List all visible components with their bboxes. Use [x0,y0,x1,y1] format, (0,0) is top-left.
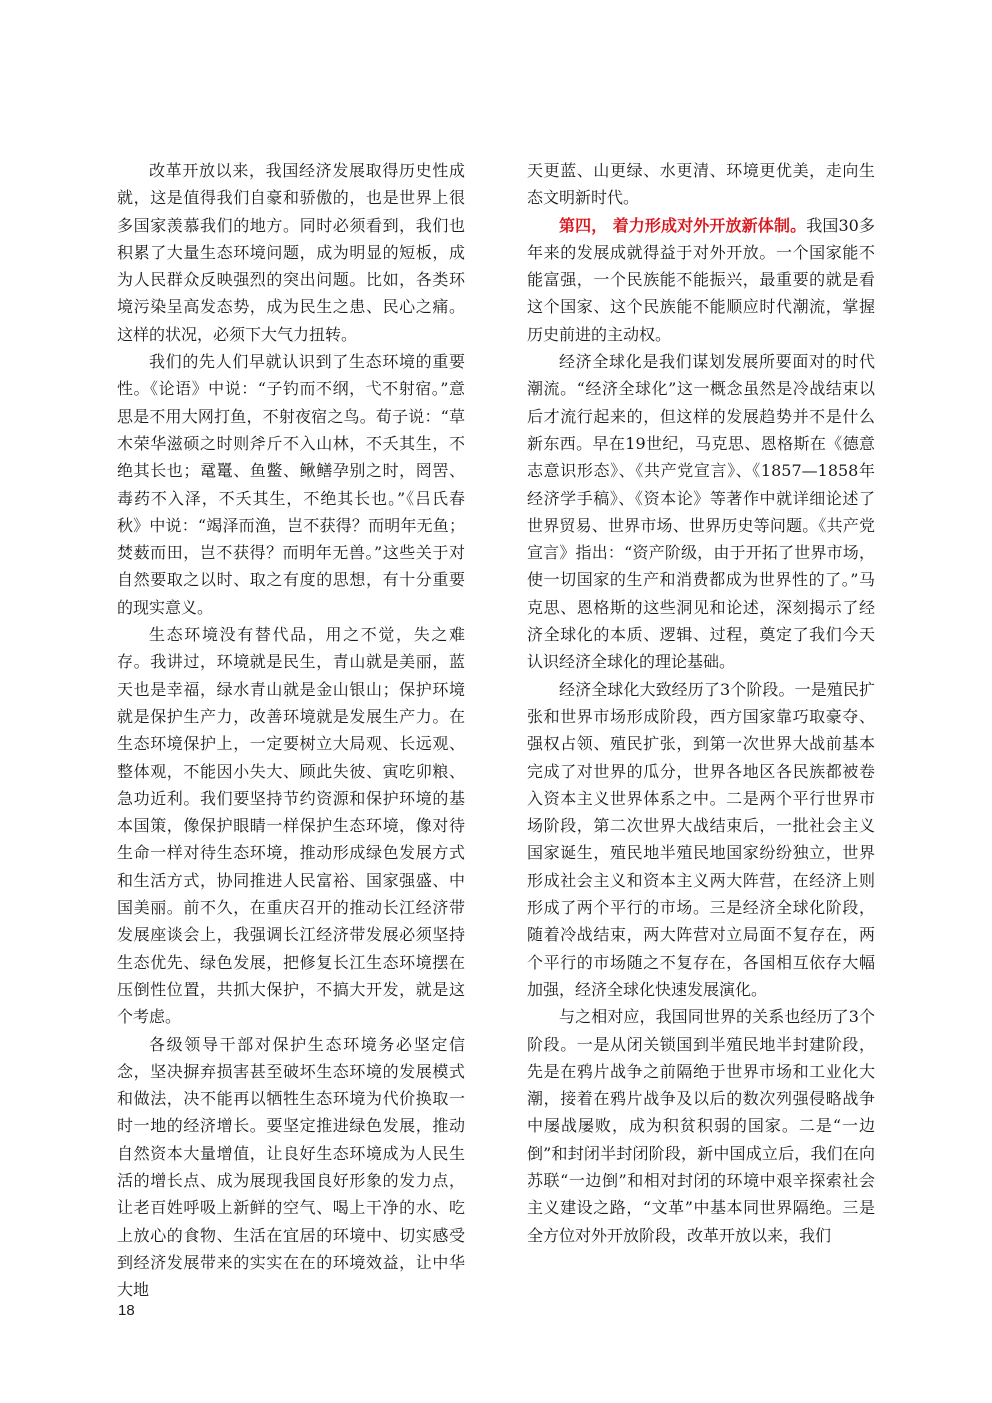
paragraph: 我们的先人们早就认识到了生态环境的重要性。《论语》中说：“子钓而不纲，弋不射宿。”意思是不用大网打鱼，不射夜宿之鸟。荀子说：“草木荣华滋硕之时则斧斤不入山林，不夭其生，不绝其长也；鼋鼍、鱼鳖、鳅鳝孕别之时，罔罟、毒药不入泽，不夭其生，不绝其长也。”《吕氏春秋》中说：“竭泽而渔，岂不获得？而明年无鱼；焚薮而田，岂不获得？而明年无兽。”这些关于对自然要取之以时、取之有度的思想，有十分重要的现实意义。 [117,352,465,617]
paragraph: 经济全球化是我们谋划发展所要面对的时代潮流。“经济全球化”这一概念虽然是冷战结束以后才流行起来的，但这样的发展趋势并不是什么新东西。早在19世纪，马克思、恩格斯在《德意志意识形态》、《共产党宣言》、《1857—1858年经济学手稿》、《资本论》等著作中就详细论述了世界贸易、世界市场、世界历史等问题。《共产党宣言》指出：“资产阶级，由于开拓了世界市场，使一切国家的生产和消费都成为世界性的了。”马克思、恩格斯的这些洞见和论述，深刻揭示了经济全球化的本质、逻辑、过程，奠定了我们今天认识经济全球化的理论基础。 [527,352,875,672]
paragraph: 生态环境没有替代品，用之不觉，失之难存。我讲过，环境就是民生，青山就是美丽，蓝天也是幸福，绿水青山就是金山银山；保护环境就是保护生产力，改善环境就是发展生产力。在生态环境保护上，一定要树立大局观、长远观、整体观，不能因小失大、顾此失彼、寅吃卯粮、急功近利。我们要坚持节约资源和保护环境的基本国策，像保护眼睛一样保护生态环境，像对待生命一样对待生态环境，推动形成绿色发展方式和生活方式，协同推进人民富裕、国家强盛、中国美丽。前不久，在重庆召开的推动长江经济带发展座谈会上，我强调长江经济带发展必须坚持生态优先、绿色发展，把修复长江生态环境摆在压倒性位置，共抓大保护，不搞大开发，就是这个考虑。 [117,625,465,1027]
paragraph: 与之相对应，我国同世界的关系也经历了3个阶段。一是从闭关锁国到半殖民地半封建阶段，先是在鸦片战争之前隔绝于世界市场和工业化大潮，接着在鸦片战争及以后的数次列强侵略战争中屡战屡败，成为积贫积弱的国家。二是“一边倒”和封闭半封闭阶段，新中国成立后，我们在向苏联“一边倒”和相对封闭的环境中艰辛探索社会主义建设之路，“文革”中基本同世界隔绝。三是全方位对外开放阶段，改革开放以来，我们 [527,1007,875,1245]
section-heading-number: 第四， [559,215,608,235]
right-column [527,157,875,1249]
continued-paragraph: 天更蓝、山更绿、水更清、环境更优美，走向生态文明新时代。 [527,161,875,208]
left-column [117,157,465,1303]
paragraph: 改革开放以来，我国经济发展取得历史性成就，这是值得我们自豪和骄傲的，也是世界上很多国家羡慕我们的地方。同时必须看到，我们也积累了大量生态环境问题，成为明显的短板，成为人民群众反映强烈的突出问题。比如，各类环境污染呈高发态势，成为民生之患、民心之痛。这样的状况，必须下大气力扭转。 [117,161,465,344]
paragraph: 各级领导干部对保护生态环境务必坚定信念，坚决摒弃损害甚至破坏生态环境的发展模式和做法，决不能再以牺牲生态环境为代价换取一时一地的经济增长。要坚定推进绿色发展，推动自然资本大量增值，让良好生态环境成为人民生活的增长点、成为展现我国良好形象的发力点，让老百姓呼吸上新鲜的空气、喝上干净的水、吃上放心的食物、生活在宜居的环境中、切实感受到经济发展带来的实实在在的环境效益，让中华大地 [117,1034,465,1300]
page-number: 18 [118,1302,135,1319]
section-heading-title: 着力形成对外开放新体制。 [612,215,807,235]
paragraph: 经济全球化大致经历了3个阶段。一是殖民扩张和世界市场形成阶段，西方国家靠巧取豪夺、强权占领、殖民扩张，到第一次世界大战前基本完成了对世界的瓜分，世界各地区各民族都被卷入资本主义世界体系之中。二是两个平行世界市场阶段，第二次世界大战结束后，一批社会主义国家诞生，殖民地半殖民地国家纷纷独立，世界形成社会主义和资本主义两大阵营，在经济上则形成了两个平行的市场。三是经济全球化阶段，随着冷战结束，两大阵营对立局面不复存在，两个平行的市场随之不复存在，各国相互依存大幅加强，经济全球化快速发展演化。 [527,679,875,999]
section-heading-text: 我国30多年来的发展成就得益于对外开放。一个国家能不能富强，一个民族能不能振兴，最重要的就是看这个国家、这个民族能不能顺应时代潮流，掌握历史前进的主动权。 [527,215,875,344]
section-paragraph [527,212,875,348]
